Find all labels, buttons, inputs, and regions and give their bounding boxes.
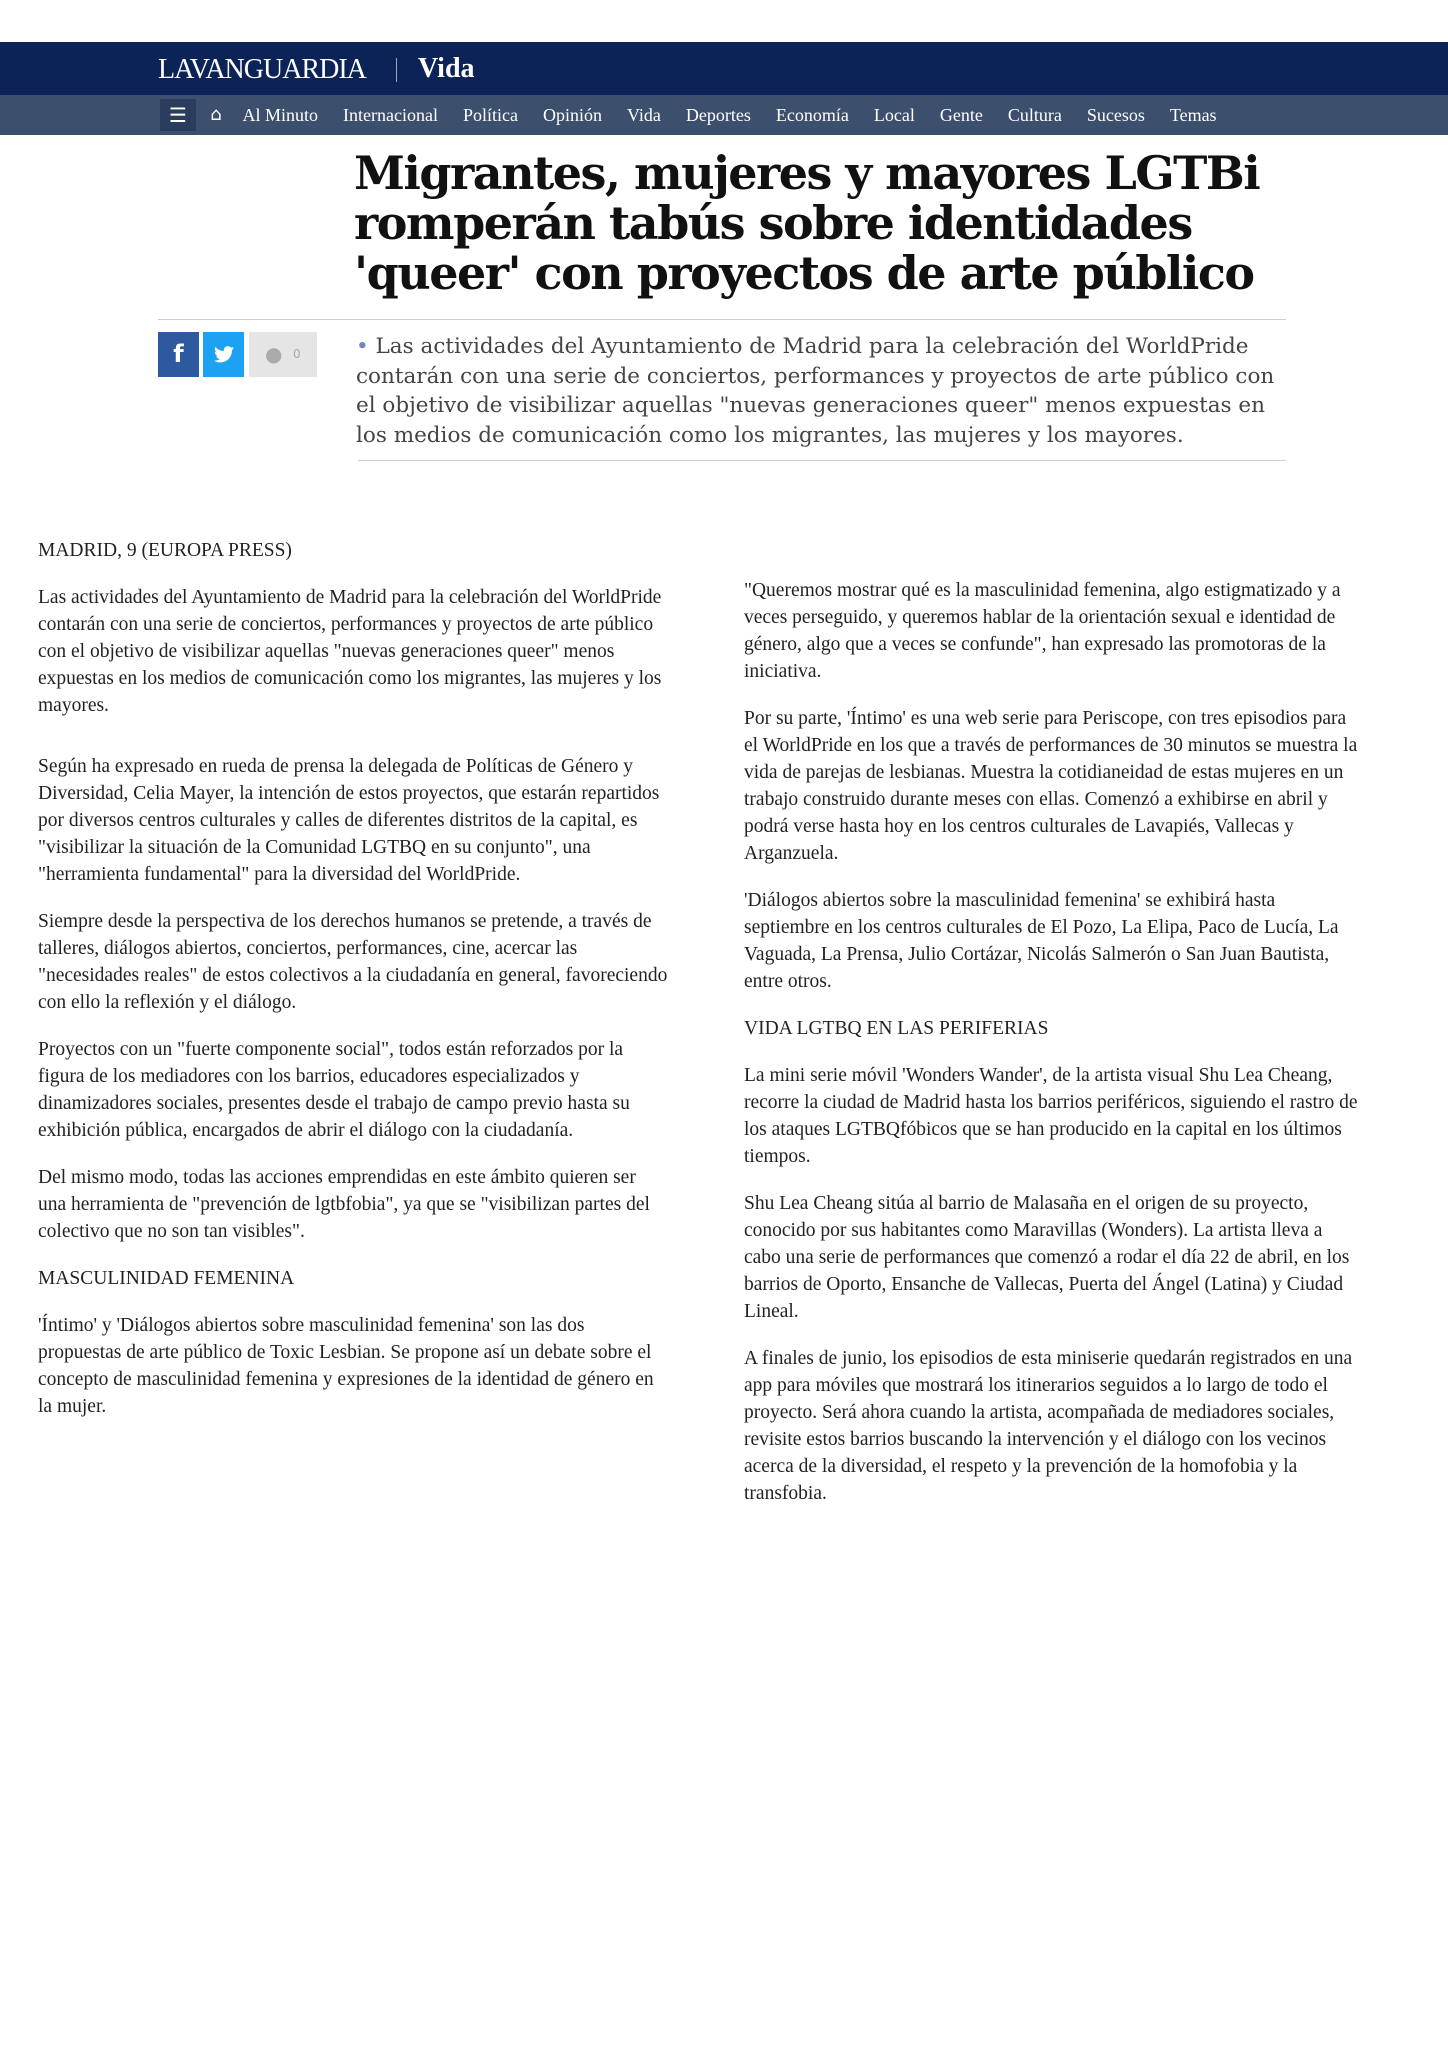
- nav-links: [230, 95, 1229, 135]
- body-paragraph: Por su parte, 'Íntimo' es una web serie para Periscope, con tres episodios para el WorldPride en los que a través de performances de 30 minutos se muestra la vida de parejas de lesbianas. Muestra la cotidianeidad de estas mujeres en un trabajo construido durante meses con ellas. Comenzó a exhibirse en abril y podrá verse hasta hoy en los centros culturales de Lavapiés, Vallecas y Arganzuela.: [744, 708, 1358, 864]
- nav-item-internacional[interactable]: Internacional: [343, 105, 438, 125]
- article-body-left-column: [38, 537, 668, 1440]
- main-navigation: [0, 95, 1448, 135]
- body-paragraph: 'Íntimo' y 'Diálogos abiertos sobre masculinidad femenina' son las dos propuestas de arte público de Toxic Lesbian. Se propone así un debate sobre el concepto de masculinidad femenina y expresiones de la identidad de género en la mujer.: [38, 1315, 654, 1417]
- menu-icon[interactable]: ☰: [160, 99, 196, 131]
- article-headline: Migrantes, mujeres y mayores LGTBi romperán tabús sobre identidades 'queer' con proyectos de arte público: [354, 146, 1260, 300]
- nav-item-local[interactable]: Local: [873, 105, 915, 125]
- nav-item-politica[interactable]: Política: [462, 105, 518, 125]
- nav-item-gente[interactable]: Gente: [939, 105, 983, 125]
- nav-item-sucesos[interactable]: Sucesos: [1086, 105, 1145, 125]
- body-paragraph: 'Diálogos abiertos sobre la masculinidad femenina' se exhibirá hasta septiembre en los centros culturales de El Pozo, La Elipa, Paco de Lucía, La Vaguada, La Prensa, Julio Cortázar, Nicolás Salmerón o San Juan Bautista, entre otros.: [744, 890, 1339, 992]
- subhead-vida-lgtbq-periferias: VIDA LGTBQ EN LAS PERIFERIAS: [744, 1018, 1049, 1039]
- home-icon[interactable]: ⌂: [210, 104, 222, 125]
- site-logo[interactable]: LAVANGUARDIA: [158, 54, 366, 85]
- nav-item-vida[interactable]: Vida: [626, 105, 661, 125]
- nav-item-deportes[interactable]: Deportes: [685, 105, 751, 125]
- subhead-masculinidad-femenina: MASCULINIDAD FEMENINA: [38, 1268, 295, 1289]
- summary-bullet: •: [356, 334, 369, 359]
- body-paragraph: Del mismo modo, todas las acciones emprendidas en este ámbito quieren ser una herramienta de "prevención de lgtbfobia", ya que se "visibilizan partes del colectivo que no son tan visibles".: [38, 1167, 650, 1242]
- comment-count: 0: [293, 347, 301, 361]
- logo-divider: [396, 58, 397, 82]
- comment-icon: ●: [265, 342, 283, 366]
- body-paragraph: Shu Lea Cheang sitúa al barrio de Malasaña en el origen de su proyecto, conocido por sus habitantes como Maravillas (Wonders). La artista lleva a cabo una serie de performances que comenzó a rodar el día 22 de abril, en los barrios de Oporto, Ensanche de Vallecas, Puerta del Ángel (Latina) y Ciudad Lineal.: [744, 1193, 1350, 1322]
- body-paragraph: Según ha expresado en rueda de prensa la delegada de Políticas de Género y Diversidad, Celia Mayer, la intención de estos proyectos, que estarán repartidos por diversos centros culturales y calles de diferentes distritos de la capital, es "visibilizar la situación de la Comunidad LGTBQ en su conjunto", una "herramienta fundamental" para la diversidad del WorldPride.: [38, 756, 660, 885]
- nav-item-economia[interactable]: Economía: [775, 105, 849, 125]
- top-header-bar: [0, 42, 1448, 95]
- nav-item-al-minuto[interactable]: Al Minuto: [242, 105, 319, 125]
- body-paragraph: La mini serie móvil 'Wonders Wander', de la artista visual Shu Lea Cheang, recorre la ciudad de Madrid hasta los barrios periféricos, siguiendo el rastro de los ataques LGTBQfóbicos que se han producido en la capital en los últimos tiempos.: [744, 1065, 1358, 1167]
- dateline: MADRID, 9 (EUROPA PRESS): [38, 540, 292, 561]
- body-paragraph: "Queremos mostrar qué es la masculinidad femenina, algo estigmatizado y a veces perseguido, y queremos hablar de la orientación sexual e identidad de género, algo que a veces se confunde", han expresado las promotoras de la iniciativa.: [744, 580, 1341, 682]
- nav-item-temas[interactable]: Temas: [1169, 105, 1217, 125]
- nav-item-opinion[interactable]: Opinión: [542, 105, 602, 125]
- section-title[interactable]: Vida: [418, 53, 475, 84]
- comments-button[interactable]: [249, 332, 317, 377]
- body-paragraph: Las actividades del Ayuntamiento de Madrid para la celebración del WorldPride contarán con una serie de conciertos, performances y proyectos de arte público con el objetivo de visibilizar aquellas "nuevas generaciones queer" menos expuestas en los medios de comunicación como los migrantes, las mujeres y los mayores.: [38, 587, 662, 716]
- twitter-share-button[interactable]: [203, 332, 244, 377]
- nav-item-cultura[interactable]: Cultura: [1007, 105, 1062, 125]
- summary-text: Las actividades del Ayuntamiento de Madrid para la celebración del WorldPride contarán con una serie de conciertos, performances y proyectos de arte público con el objetivo de visibilizar aquellas "nuevas generaciones queer" menos expuestas en los medios de comunicación como los migrantes, las mujeres y los mayores.: [356, 334, 1275, 448]
- body-paragraph: Siempre desde la perspectiva de los derechos humanos se pretende, a través de talleres, diálogos abiertos, conciertos, performances, cine, acercar las "necesidades reales" de estos colectivos a la ciudadanía en general, favoreciendo con ello la reflexión y el diálogo.: [38, 911, 668, 1013]
- twitter-icon: [214, 346, 234, 363]
- body-paragraph: A finales de junio, los episodios de esta miniserie quedarán registrados en una app para móviles que mostrará los itinerarios seguidos a lo largo de todo el proyecto. Será ahora cuando la artista, acompañada de mediadores sociales, revisite estos barrios buscando la intervención y el diálogo con los vecinos acerca de la diversidad, el respeto y la prevención de la homofobia y la transfobia.: [744, 1348, 1353, 1504]
- summary-top-divider: [158, 319, 1286, 320]
- facebook-share-button[interactable]: f: [158, 332, 199, 377]
- article-summary: [356, 332, 1286, 450]
- article-body-right-column: [744, 577, 1364, 1527]
- body-paragraph: Proyectos con un "fuerte componente social", todos están reforzados por la figura de los mediadores con los barrios, educadores especializados y dinamizadores sociales, presentes desde el trabajo de campo previo hasta su exhibición pública, encargados de abrir el diálogo con la ciudadanía.: [38, 1039, 630, 1141]
- summary-bottom-divider: [358, 460, 1286, 461]
